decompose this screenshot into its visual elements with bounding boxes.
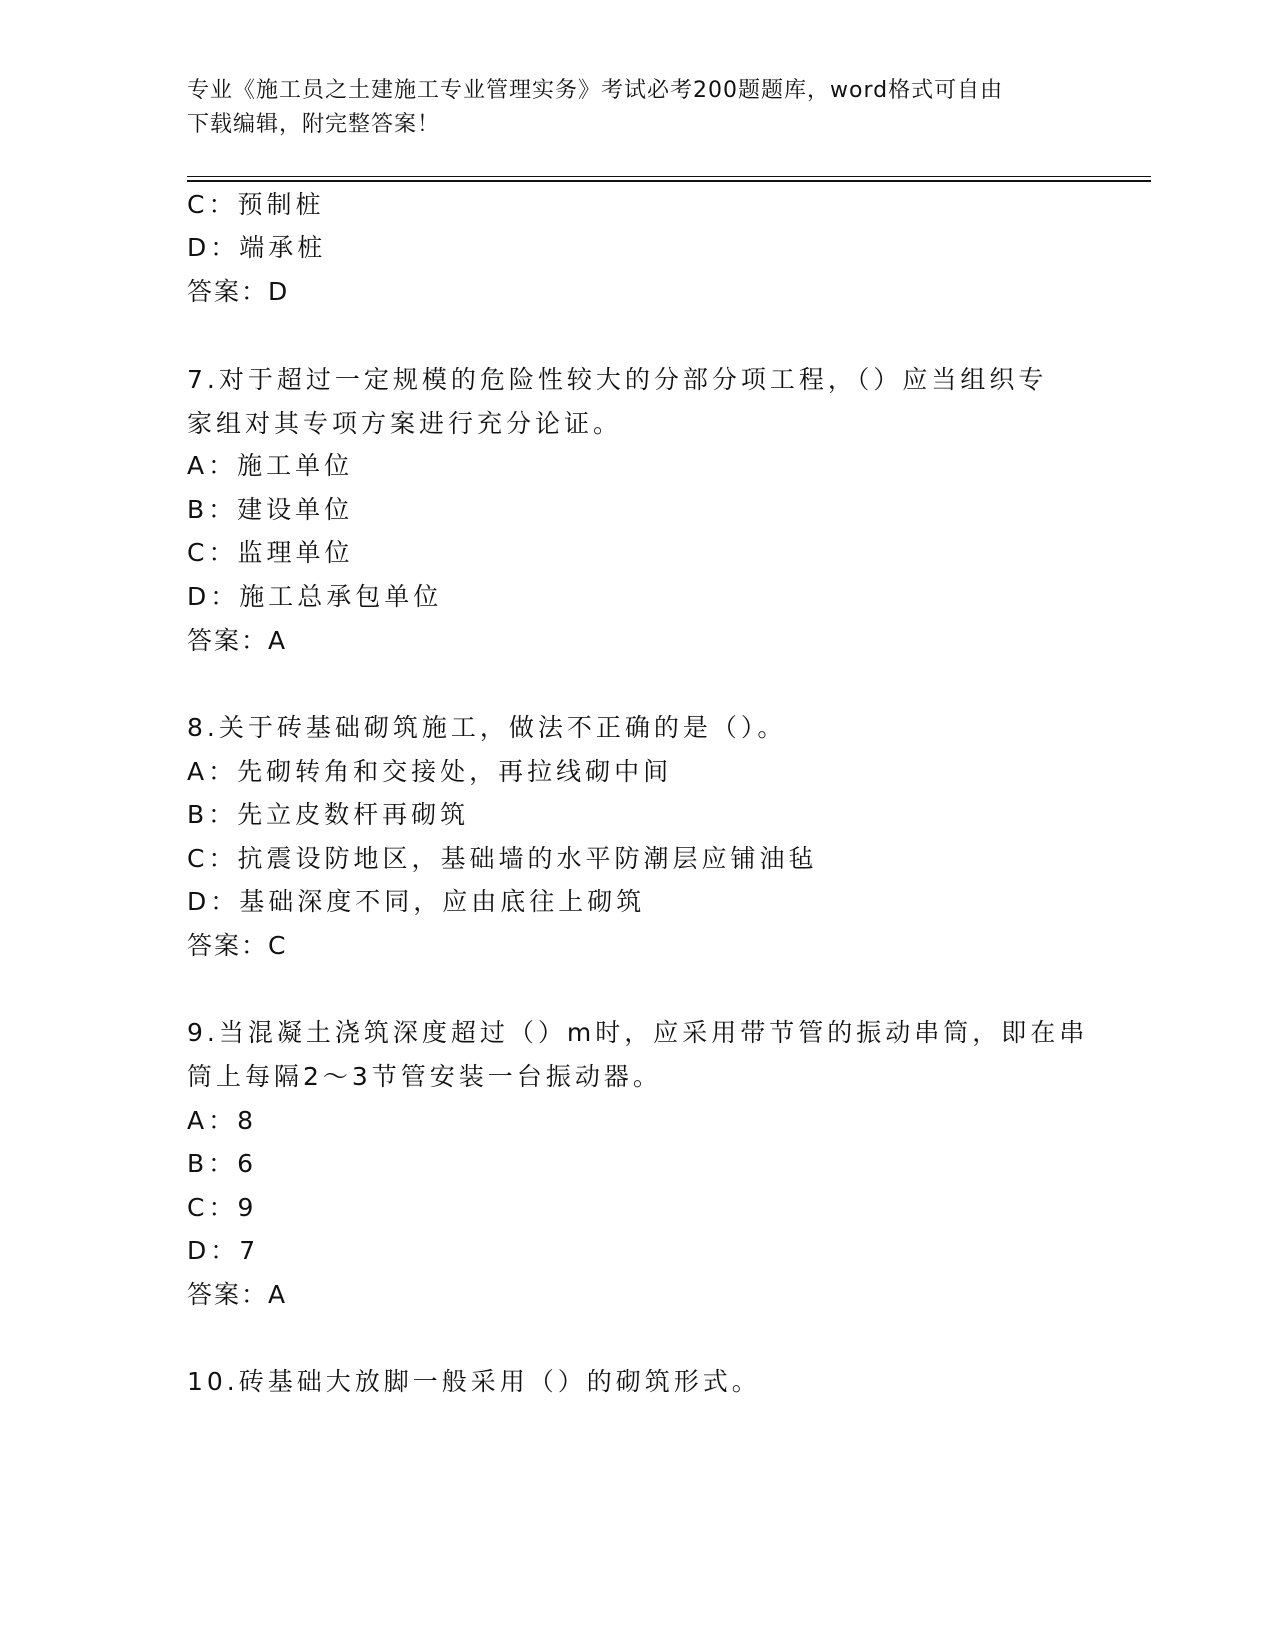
question-10-text-line-1: 10.砖基础大放脚一般采用（）的砌筑形式。 <box>187 1367 761 1396</box>
question-8-option-c: C：抗震设防地区，基础墙的水平防潮层应铺油毡 <box>187 844 818 873</box>
question-8-answer: 答案：C <box>187 931 288 960</box>
question-7-option-a: A：施工单位 <box>187 451 354 480</box>
question-8-option-a: A：先砌转角和交接处，再拉线砌中间 <box>187 757 673 786</box>
question-9-option-d: D：7 <box>187 1236 260 1265</box>
question-9-text-line-2: 筒上每隔2～3节管安装一台振动器。 <box>187 1062 662 1091</box>
header-divider-thick <box>187 180 1151 182</box>
question-8-option-d: D：基础深度不同，应由底往上砌筑 <box>187 887 646 916</box>
question-7-text-line-1: 7.对于超过一定规模的危险性较大的分部分项工程，（）应当组织专 <box>187 365 1048 394</box>
question-9-option-a: A：8 <box>187 1106 258 1135</box>
question-6-answer: 答案：D <box>187 277 290 306</box>
question-7-option-b: B：建设单位 <box>187 495 354 524</box>
question-7-option-d: D：施工总承包单位 <box>187 582 443 611</box>
question-6-option-d: D：端承桩 <box>187 233 327 262</box>
question-8-option-b: B：先立皮数杆再砌筑 <box>187 800 470 829</box>
question-9-answer: 答案：A <box>187 1280 288 1309</box>
question-6-option-c: C：预制桩 <box>187 190 325 219</box>
document-header: 专业《施工员之土建施工专业管理实务》考试必考200题题库，word格式可自由 下载编辑，附完整答案！ <box>187 78 1004 137</box>
question-7-option-c: C：监理单位 <box>187 538 354 567</box>
header-divider-thin <box>187 176 1151 177</box>
question-9-option-b: B：6 <box>187 1149 258 1178</box>
question-9-text-line-1: 9.当混凝土浇筑深度超过（）m时，应采用带节管的振动串筒，即在串 <box>187 1018 1089 1047</box>
question-9-option-c: C：9 <box>187 1193 258 1222</box>
question-7-text-line-2: 家组对其专项方案进行充分论证。 <box>187 409 623 438</box>
question-7-answer: 答案：A <box>187 626 288 655</box>
question-8-text-line-1: 8.关于砖基础砌筑施工，做法不正确的是（）。 <box>187 713 787 742</box>
